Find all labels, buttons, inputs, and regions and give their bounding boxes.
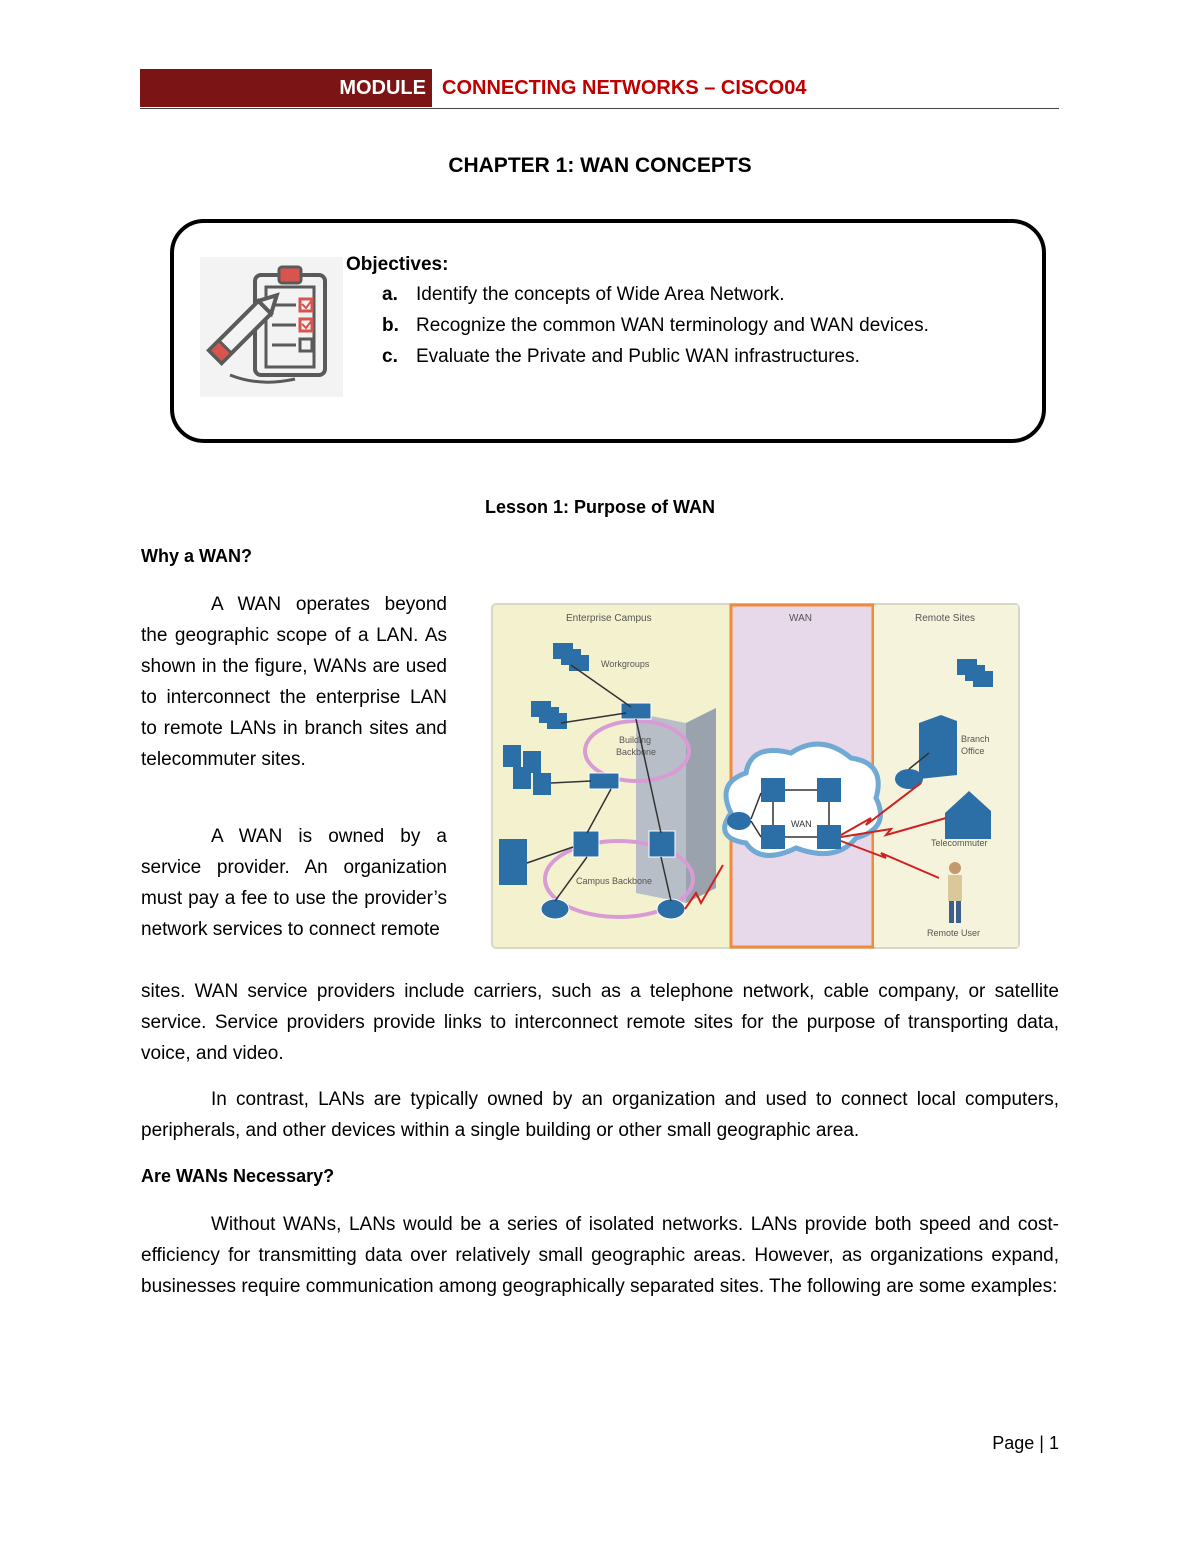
module-label: MODULE xyxy=(140,69,432,107)
wan-cloud-label: WAN xyxy=(791,819,812,829)
objective-item xyxy=(382,346,860,368)
building-backbone-label: Backbone xyxy=(616,747,657,757)
objective-letter: a. xyxy=(382,284,398,305)
wan-cloud xyxy=(725,744,881,855)
zone-enterprise-label: Enterprise Campus xyxy=(566,613,652,624)
paragraph-wan-scope: A WAN operates beyond the geographic scope of a LAN. As shown in the figure, WANs are used to interconnect the enterprise LAN to remote LANs in branch sites and telecommuter sites. xyxy=(141,594,447,770)
router-icon xyxy=(541,899,569,919)
campus-backbone-label: Campus Backbone xyxy=(576,876,653,886)
header-rule xyxy=(140,108,1059,109)
objective-text: Evaluate the Private and Public WAN infrastructures. xyxy=(416,346,860,367)
remote-user-label: Remote User xyxy=(927,928,981,938)
objective-letter: b. xyxy=(382,315,399,336)
workgroups-label: Workgroups xyxy=(601,659,650,669)
paragraph-wans-necessary: Without WANs, LANs would be a series of isolated networks. LANs provide both speed and cost-efficiency for transmitting data over relatively small geographic areas. However, as organizations expand, businesses require communication among geographically separated sites. The following are some examples: xyxy=(141,1214,1059,1297)
zone-remote-label: Remote Sites xyxy=(915,613,976,624)
telecommuter-label: Telecommuter xyxy=(931,838,988,848)
objective-item xyxy=(382,315,929,337)
course-title: CONNECTING NETWORKS – CISCO04 xyxy=(442,77,807,99)
section-heading-why-wan: Why a WAN? xyxy=(141,546,252,566)
branch-office-building xyxy=(919,715,957,779)
multilayer-switch-icon xyxy=(573,831,599,857)
paragraph-wan-owner-left: A WAN is owned by a service provider. An organization must pay a fee to use the provider’s network services to connect remote xyxy=(141,826,447,940)
page-number: Page | 1 xyxy=(992,1433,1059,1453)
objective-text: Recognize the common WAN terminology and WAN devices. xyxy=(416,315,929,336)
switch-icon xyxy=(589,773,619,789)
objectives-heading: Objectives: xyxy=(346,254,449,275)
objective-item xyxy=(382,284,785,306)
zone-wan-label: WAN xyxy=(789,613,812,624)
paragraph-lan-contrast: In contrast, LANs are typically owned by an organization and used to connect local computers, peripherals, and other devices within a single building or other small geographic area. xyxy=(141,1089,1059,1141)
building-backbone-label: Building xyxy=(619,735,652,745)
objective-text: Identify the concepts of Wide Area Network. xyxy=(416,284,785,305)
branch-office-label: Office xyxy=(961,746,985,756)
switch-icon xyxy=(621,703,651,719)
router-icon xyxy=(895,769,923,789)
lesson-title: Lesson 1: Purpose of WAN xyxy=(484,497,716,517)
branch-office-label: Branch xyxy=(961,734,990,744)
multilayer-switch-icon xyxy=(649,831,675,857)
objective-letter: c. xyxy=(382,346,398,367)
paragraph-wan-owner-continued: sites. WAN service providers include carriers, such as a telephone network, cable company, or satellite service. Service providers provide links to interconnect remote sites for the purpose of transporting data, voice, and video. xyxy=(141,981,1059,1064)
chapter-title: CHAPTER 1: WAN CONCEPTS xyxy=(448,154,752,177)
section-heading-wans-necessary: Are WANs Necessary? xyxy=(141,1166,335,1186)
wan-topology-figure xyxy=(491,603,1020,949)
router-icon xyxy=(657,899,685,919)
checklist-icon xyxy=(200,257,343,397)
